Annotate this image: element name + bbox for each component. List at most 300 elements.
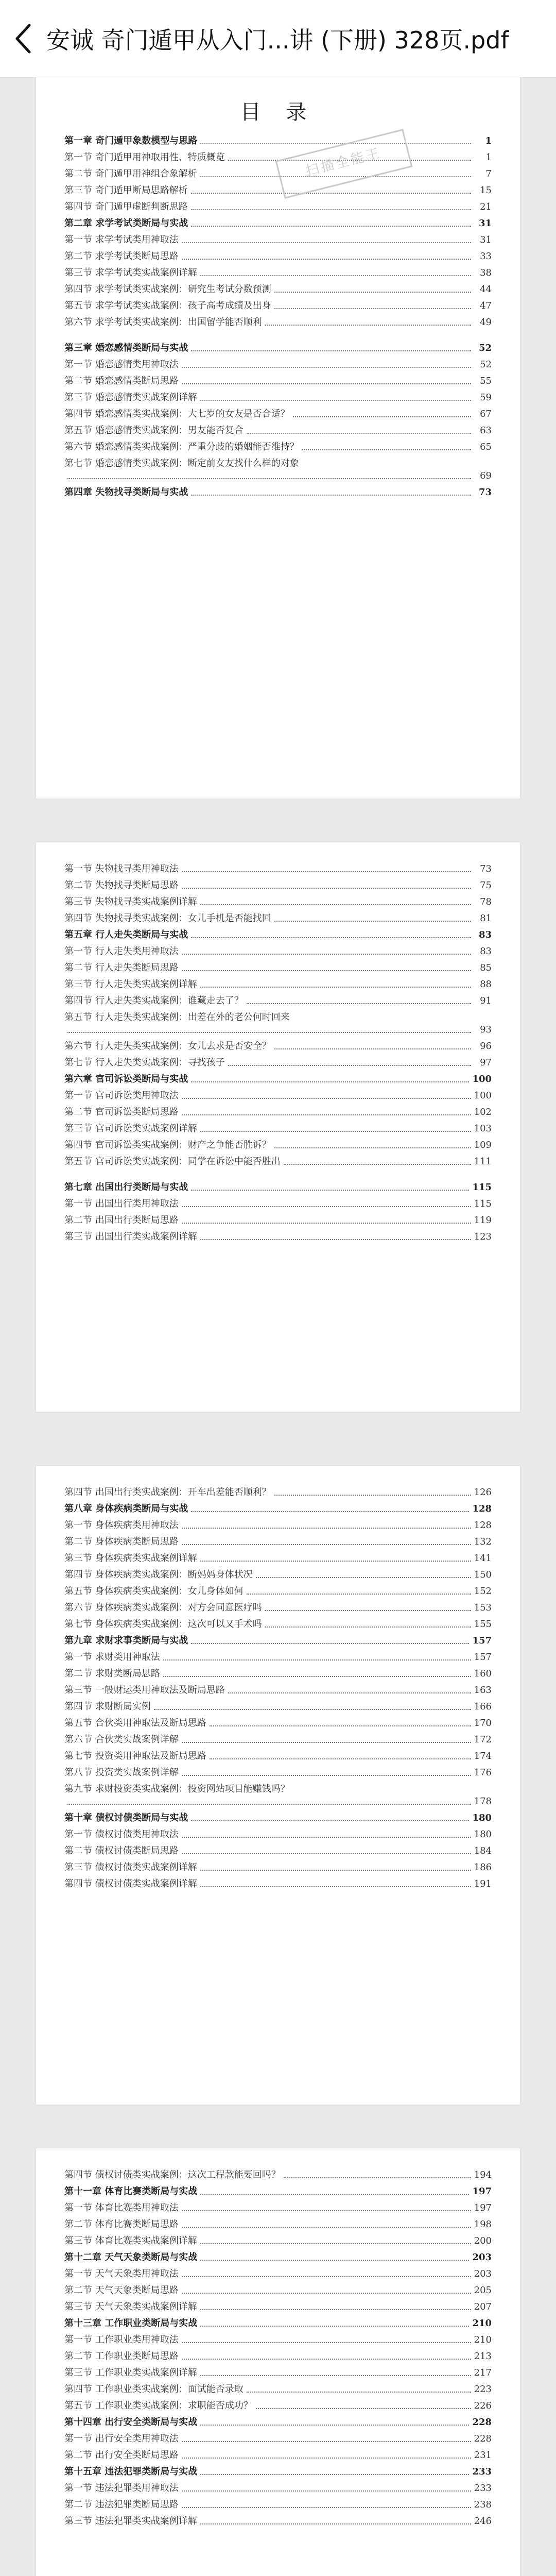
toc-entry-title: 第一节 天气天象类用神取法 (64, 2268, 179, 2279)
toc-entry-page-number: 75 (480, 880, 492, 891)
toc-entry-title: 第三节 体育比赛类实战案例详解 (64, 2235, 197, 2246)
dot-leader (200, 2309, 471, 2310)
dot-leader (200, 2243, 471, 2244)
dot-leader (182, 2227, 471, 2228)
toc-entry-title: 第五节 合伙类用神取法及断局思路 (64, 1718, 206, 1728)
toc-entry-page-number: 174 (474, 1751, 492, 1761)
dot-leader (200, 143, 471, 144)
toc-section-entry[interactable] (64, 1668, 492, 1680)
dot-leader (200, 987, 471, 988)
toc-entry-page-number: 198 (474, 2219, 492, 2230)
dot-leader (182, 2458, 471, 2459)
toc-section-entry[interactable] (64, 375, 492, 387)
toc-entry-title: 第四节 婚恋感情类实战案例：大七岁的女友是否合适？ (64, 409, 290, 419)
toc-chapter-entry[interactable] (64, 929, 492, 941)
toc-entry-title: 第二节 违法犯罪类断局思路 (64, 2499, 179, 2510)
toc-entry-page-number: 55 (480, 376, 492, 386)
toc-entry-title: 第四节 债权讨债类实战案例：这次工程款能要回吗？ (64, 2170, 281, 2180)
toc-section-entry[interactable] (64, 1828, 492, 1841)
dot-leader (191, 1190, 469, 1191)
toc-chapter-entry[interactable] (64, 2466, 492, 2478)
toc-section-entry[interactable] (64, 1123, 492, 1135)
toc-entry-page-number: 203 (472, 2252, 492, 2263)
toc-chapter-entry[interactable] (64, 2317, 492, 2330)
toc-section-entry[interactable] (64, 1845, 492, 1857)
toc-section-entry[interactable] (64, 1106, 492, 1118)
dot-leader (182, 1223, 471, 1224)
dot-leader (228, 1692, 471, 1693)
toc-section-entry[interactable] (64, 1651, 492, 1664)
dot-leader (191, 495, 471, 496)
dot-leader (182, 259, 471, 260)
toc-entry-title: 第一节 奇门遁甲用神取用性、特质概览 (64, 152, 225, 163)
dot-leader (200, 1239, 471, 1240)
toc-section-entry[interactable] (64, 184, 492, 197)
toc-section-entry[interactable] (64, 441, 492, 453)
toc-entry-page-number: 115 (474, 1198, 492, 1209)
toc-section-entry[interactable] (64, 1618, 492, 1631)
toc-heading: 目 录 (240, 100, 316, 124)
dot-leader (200, 2425, 469, 2426)
toc-entry-title: 第一节 求财类用神取法 (64, 1652, 160, 1663)
toc-entries (36, 842, 520, 1243)
toc-section-entry[interactable] (64, 2218, 492, 2231)
dot-leader (210, 1758, 471, 1759)
dot-leader (182, 367, 471, 368)
toc-entry-title: 第二节 出行安全类断局思路 (64, 2450, 179, 2461)
toc-entry-title: 第二节 求学考试类断局思路 (64, 251, 179, 262)
toc-entry-title: 第八章 身体疾病类断局与实战 (64, 1503, 188, 1514)
toc-entry-page-number: 1 (485, 135, 492, 146)
dot-leader (182, 1098, 471, 1099)
toc-entry-page-number: 69 (480, 470, 492, 481)
toc-entry-title: 第五节 工作职业类实战案例：求职能否成功？ (64, 2400, 253, 2411)
toc-chapter-entry[interactable] (64, 1812, 492, 1824)
dot-leader (256, 2408, 471, 2409)
toc-section-entry[interactable] (64, 2449, 492, 2462)
toc-entry-page-number: 155 (474, 1619, 492, 1630)
dot-leader (200, 1886, 471, 1887)
dot-leader (182, 970, 471, 971)
toc-section-entry[interactable] (64, 863, 492, 875)
toc-entry-page-number: 1 (485, 152, 492, 163)
toc-chapter-entry[interactable] (64, 1181, 492, 1194)
toc-entry-title: 第二章 求学考试类断局与实战 (64, 218, 188, 229)
toc-entry-title: 第四节 身体疾病类实战案例：断妈妈身体状况 (64, 1569, 253, 1580)
toc-section-entry[interactable] (64, 1519, 492, 1532)
dot-leader (182, 1742, 471, 1743)
toc-entry-page-number: 166 (474, 1701, 492, 1712)
pdf-page-4 (36, 2148, 520, 2576)
toc-entry-page-number: 97 (480, 1057, 492, 1068)
toc-section-entry[interactable] (64, 316, 492, 329)
toc-entry-title: 第七章 出国出行类断局与实战 (64, 1182, 188, 1193)
toc-chapter-entry[interactable] (64, 2251, 492, 2264)
toc-entry-page-number: 153 (474, 1602, 492, 1613)
toc-section-entry[interactable] (64, 2202, 492, 2214)
toc-entry-page-number: 141 (474, 1553, 492, 1564)
dot-leader (182, 1775, 471, 1776)
toc-entry-title: 第一节 出国出行类用神取法 (64, 1198, 179, 1209)
toc-entry-page-number: 176 (474, 1767, 492, 1778)
toc-chapter-entry[interactable] (64, 342, 492, 354)
toc-entry-page-number: 119 (474, 1215, 492, 1226)
toc-entry-title: 第九章 求财求事类断局与实战 (64, 1635, 188, 1646)
toc-section-entry[interactable] (64, 1569, 492, 1581)
toc-entry-title: 第六节 行人走失类实战案例：女儿去求是否安全？ (64, 1041, 271, 1052)
toc-entry-title: 第三节 身体疾病类实战案例详解 (64, 1553, 197, 1564)
toc-section-entry[interactable] (64, 1767, 492, 1779)
toc-section-entry[interactable] (64, 457, 492, 482)
toc-section-entry[interactable] (64, 2169, 492, 2181)
toc-section-entry[interactable] (64, 2284, 492, 2297)
toc-chapter-entry[interactable] (64, 1503, 492, 1515)
toc-entry-page-number: 33 (480, 251, 492, 262)
dot-leader (302, 449, 471, 450)
toc-entry-title: 第三节 失物找寻类实战案例详解 (64, 896, 197, 907)
toc-section-entry[interactable] (64, 359, 492, 371)
toc-section-entry[interactable] (64, 2235, 492, 2247)
dot-leader (200, 2474, 469, 2475)
dot-leader (210, 1725, 471, 1726)
toc-entry-title: 第二节 工作职业类断局思路 (64, 2351, 179, 2362)
toc-section-entry[interactable] (64, 1585, 492, 1598)
dot-leader (274, 1147, 471, 1148)
toc-chapter-entry[interactable] (64, 2185, 492, 2198)
toc-section-entry[interactable] (64, 896, 492, 908)
toc-section-entry[interactable] (64, 425, 492, 437)
toc-entry-page-number: 111 (474, 1156, 492, 1167)
dot-leader (67, 1804, 471, 1805)
toc-entry-page-number: 186 (474, 1862, 492, 1873)
toc-entry-page-number: 78 (480, 896, 492, 907)
toc-entry-page-number: 217 (474, 2367, 492, 2378)
toc-entry-title: 第四节 奇门遁甲虚断判断思路 (64, 201, 188, 212)
toc-chapter-entry[interactable] (64, 1073, 492, 1086)
toc-chapter-entry[interactable] (64, 1635, 492, 1647)
dot-leader (182, 2507, 471, 2508)
dot-leader (274, 292, 471, 293)
dot-leader (182, 383, 471, 384)
toc-entry-title: 第三节 官司诉讼类实战案例详解 (64, 1123, 197, 1134)
dot-leader (200, 1870, 471, 1871)
toc-entry-page-number: 194 (474, 2170, 492, 2180)
toc-entry-page-number: 205 (474, 2285, 492, 2296)
toc-entry-title: 第三节 债权讨债类实战案例详解 (64, 1862, 197, 1873)
dot-leader (200, 2260, 469, 2261)
toc-entry-page-number: 223 (474, 2384, 492, 2395)
toc-entry-title: 第一节 行人走失类用神取法 (64, 946, 179, 957)
toc-entry-title: 第五节 求学考试类实战案例：孩子高考成绩及出身 (64, 300, 271, 311)
toc-section-entry[interactable] (64, 1717, 492, 1730)
back-arrow-icon[interactable] (0, 0, 46, 77)
toc-section-entry[interactable] (64, 267, 492, 279)
dot-leader (67, 1032, 471, 1033)
toc-entry-title: 第二节 失物找寻类断局思路 (64, 880, 179, 891)
dot-leader (191, 193, 471, 194)
toc-entry-page-number: 73 (480, 863, 492, 874)
toc-section-entry[interactable] (64, 912, 492, 925)
dot-leader (182, 1544, 471, 1545)
toc-entry-title: 第二节 天气天象类断局思路 (64, 2285, 179, 2296)
toc-entry-page-number: 85 (480, 962, 492, 973)
toc-entry-page-number: 213 (474, 2351, 492, 2362)
toc-entry-page-number: 210 (472, 2318, 492, 2329)
toc-entry-page-number: 44 (480, 284, 492, 295)
dot-leader (200, 2194, 469, 2195)
toc-chapter-entry[interactable] (64, 217, 492, 230)
toc-section-entry[interactable] (64, 2433, 492, 2445)
toc-entry-title: 第四节 债权讨债类实战案例详解 (64, 1878, 197, 1889)
toc-entry-page-number: 126 (474, 1487, 492, 1498)
dot-leader (274, 1495, 471, 1496)
toc-entry-title: 第三节 一般财运类用神取法及断局思路 (64, 1685, 225, 1696)
toc-entry-title: 第一节 官司诉讼类用神取法 (64, 1090, 179, 1101)
toc-section-entry[interactable] (64, 408, 492, 420)
toc-entry-page-number: 49 (480, 317, 492, 328)
toc-entry-page-number: 100 (472, 1074, 492, 1084)
dot-leader (247, 2392, 471, 2393)
dot-leader (182, 2490, 471, 2492)
toc-chapter-entry[interactable] (64, 486, 492, 499)
toc-entry-title: 第四节 失物找寻类实战案例：女儿手机是否能找回 (64, 913, 271, 924)
toc-section-entry[interactable] (64, 1090, 492, 1102)
toc-section-entry[interactable] (64, 2334, 492, 2346)
toc-section-entry[interactable] (64, 2350, 492, 2363)
toc-entries (36, 135, 520, 499)
toc-section-entry[interactable] (64, 1198, 492, 1210)
toc-entry-title: 第三节 行人走失类实战案例详解 (64, 979, 197, 990)
toc-entry-page-number: 172 (474, 1734, 492, 1745)
toc-entry-page-number: 226 (474, 2400, 492, 2411)
dot-leader (274, 921, 471, 922)
dot-leader (200, 275, 471, 276)
toc-entry-title: 第七节 婚恋感情类实战案例：断定前女友找什么样的对象 (64, 458, 299, 469)
toc-section-entry[interactable] (64, 2515, 492, 2528)
dot-leader (256, 1577, 471, 1578)
toc-entry-title: 第十四章 出行安全类断局与实战 (64, 2417, 198, 2428)
dot-leader (200, 1561, 471, 1562)
toc-section-entry[interactable] (64, 300, 492, 312)
dot-leader (182, 2210, 471, 2211)
toc-section-entry[interactable] (64, 392, 492, 404)
toc-section-entry[interactable] (64, 1057, 492, 1069)
toc-entry-page-number: 31 (480, 234, 492, 245)
toc-entry-title: 第五节 婚恋感情类实战案例：男友能否复合 (64, 425, 244, 436)
toc-entry-title: 第五节 行人走失类实战案例：出差在外的老公何时回来 (64, 1012, 290, 1023)
toc-entry-page-number: 59 (480, 392, 492, 403)
toc-entry-page-number: 210 (474, 2334, 492, 2345)
toc-entry-page-number: 180 (474, 1829, 492, 1840)
watermark-stamp: 扫描全能王 (275, 129, 413, 199)
toc-entry-page-number: 231 (474, 2450, 492, 2461)
toc-entry-title: 第一节 求学考试类用神取法 (64, 234, 179, 245)
toc-entry-title: 第八节 投资类实战案例详解 (64, 1767, 179, 1778)
toc-entry-page-number: 203 (474, 2268, 492, 2279)
toc-section-entry[interactable] (64, 962, 492, 974)
toc-entry-page-number: 160 (474, 1668, 492, 1679)
toc-section-entry[interactable] (64, 2383, 492, 2396)
toc-entry-page-number: 38 (480, 267, 492, 278)
dot-leader (182, 871, 471, 872)
toc-entry-title: 第十章 债权讨债类断局与实战 (64, 1812, 188, 1823)
toc-section-entry[interactable] (64, 2400, 492, 2412)
viewer-header (0, 0, 556, 78)
toc-entry-page-number: 67 (480, 409, 492, 419)
toc-section-entry[interactable] (64, 2499, 492, 2511)
toc-section-entry[interactable] (64, 2367, 492, 2379)
toc-entry-page-number: 152 (474, 1586, 492, 1597)
dot-leader (191, 937, 471, 938)
toc-section-entry[interactable] (64, 1231, 492, 1243)
toc-entry-page-number: 191 (474, 1878, 492, 1889)
toc-entry-page-number: 52 (480, 359, 492, 370)
toc-entry-page-number: 31 (478, 218, 492, 229)
dot-leader (274, 308, 471, 309)
toc-entry-page-number: 132 (474, 1536, 492, 1547)
toc-section-entry[interactable] (64, 1734, 492, 1746)
dot-leader (154, 1709, 471, 1710)
dot-leader (228, 1065, 471, 1066)
toc-section-entry[interactable] (64, 2268, 492, 2280)
dot-leader (200, 2523, 471, 2524)
toc-section-entry[interactable] (64, 1684, 492, 1697)
toc-entry-page-number: 207 (474, 2301, 492, 2312)
toc-entry-page-number: 233 (474, 2483, 492, 2494)
toc-entry-page-number: 228 (472, 2417, 492, 2428)
toc-section-entry[interactable] (64, 234, 492, 246)
toc-entry-page-number: 65 (480, 442, 492, 452)
dot-leader (182, 242, 471, 243)
toc-section-entry[interactable] (64, 945, 492, 958)
toc-entry-title: 第一节 违法犯罪类用神取法 (64, 2483, 179, 2494)
toc-chapter-entry[interactable] (64, 2416, 492, 2429)
toc-section-entry[interactable] (64, 1139, 492, 1151)
dot-leader (284, 1164, 471, 1165)
toc-entry-page-number: 170 (474, 1718, 492, 1728)
toc-entry-title: 第五节 身体疾病类实战案例：女儿身体如何 (64, 1586, 244, 1597)
toc-section-entry[interactable] (64, 250, 492, 263)
toc-section-entry[interactable] (64, 1011, 492, 1036)
toc-section-entry[interactable] (64, 1783, 492, 1808)
dot-leader (200, 400, 471, 401)
toc-entry-title: 第四节 官司诉讼类实战案例：财产之争能否胜诉？ (64, 1140, 271, 1150)
toc-section-entry[interactable] (64, 1750, 492, 1762)
toc-entry-page-number: 163 (474, 1685, 492, 1696)
toc-entry-title: 第三节 婚恋感情类实战案例详解 (64, 392, 197, 403)
toc-entry-page-number: 233 (472, 2466, 492, 2477)
dot-leader (191, 226, 471, 227)
toc-entry-title: 第四节 行人走失类实战案例：谁藏走去了？ (64, 995, 244, 1006)
dot-leader (265, 1626, 471, 1628)
dot-leader (182, 2276, 471, 2277)
dot-leader (247, 1003, 471, 1004)
toc-section-entry[interactable] (64, 1536, 492, 1548)
toc-entries (36, 2148, 520, 2528)
toc-entry-title: 第四节 出国出行类实战案例：开车出差能否顺利？ (64, 1487, 271, 1498)
toc-entry-title: 第七节 行人走失类实战案例：寻找孩子 (64, 1057, 225, 1068)
toc-entry-title: 第二节 债权讨债类断局思路 (64, 1845, 179, 1856)
toc-entry-title: 第六节 身体疾病类实战案例：对方会同意医疗吗 (64, 1602, 262, 1613)
toc-section-entry[interactable] (64, 1040, 492, 1053)
toc-entry-title: 第六节 求学考试类实战案例：出国留学能否顺利 (64, 317, 262, 328)
dot-leader (182, 1114, 471, 1115)
toc-entry-page-number: 7 (485, 168, 492, 179)
toc-section-entry[interactable] (64, 1878, 492, 1890)
toc-section-entry[interactable] (64, 1552, 492, 1565)
dot-leader (265, 1610, 471, 1611)
toc-entry-page-number: 157 (472, 1635, 492, 1646)
toc-entry-title: 第三节 工作职业类实战案例详解 (64, 2367, 197, 2378)
dot-leader (182, 2293, 471, 2294)
toc-entry-title: 第二节 官司诉讼类断局思路 (64, 1107, 179, 1117)
dot-leader (284, 2177, 471, 2178)
toc-entry-title: 第五节 官司诉讼类实战案例：同学在诉讼中能否胜出 (64, 1156, 281, 1167)
dot-leader (163, 1676, 471, 1677)
pdf-page-1 (36, 77, 520, 799)
dot-leader (163, 1659, 471, 1660)
toc-section-entry[interactable] (64, 978, 492, 991)
toc-entry-title: 第三节 出国出行类实战案例详解 (64, 1231, 197, 1242)
toc-section-entry[interactable] (64, 879, 492, 892)
toc-entry-page-number: 150 (474, 1569, 492, 1580)
toc-entry-title: 第一节 债权讨债类用神取法 (64, 1829, 179, 1840)
toc-section-entry[interactable] (64, 283, 492, 296)
toc-chapter-entry[interactable] (64, 135, 492, 147)
toc-entry-title: 第二节 体育比赛类断局思路 (64, 2219, 179, 2230)
dot-leader (182, 2342, 471, 2343)
toc-entry-title: 第一节 出行安全类用神取法 (64, 2433, 179, 2444)
toc-entry-title: 第四节 求财断局实例 (64, 1701, 151, 1712)
toc-entry-page-number: 47 (480, 300, 492, 311)
toc-entry-page-number: 157 (474, 1652, 492, 1663)
toc-section-entry[interactable] (64, 1602, 492, 1614)
toc-entry-title: 第六节 婚恋感情类实战案例：严重分歧的婚姻能否维持？ (64, 442, 299, 452)
toc-section-entry[interactable] (64, 995, 492, 1007)
toc-entry-title: 第十一章 体育比赛类断局与实战 (64, 2186, 198, 2197)
toc-section-entry[interactable] (64, 2301, 492, 2313)
toc-entry-title: 第一章 奇门遁甲象数模型与思路 (64, 135, 198, 146)
toc-section-entry[interactable] (64, 1214, 492, 1227)
toc-entry-page-number: 109 (474, 1140, 492, 1150)
dot-leader (182, 2441, 471, 2442)
toc-entry-page-number: 15 (480, 185, 492, 196)
toc-entry-page-number: 93 (480, 1024, 492, 1035)
toc-entry-page-number: 81 (480, 913, 492, 924)
file-title: 安诚 奇门遁甲从入门...讲 (下册) 328页.pdf (46, 26, 509, 54)
toc-section-entry[interactable] (64, 1486, 492, 1499)
toc-section-entry[interactable] (64, 1701, 492, 1713)
toc-section-entry[interactable] (64, 1156, 492, 1168)
toc-section-entry[interactable] (64, 201, 492, 213)
toc-entry-page-number: 102 (474, 1107, 492, 1117)
toc-entry-title: 第二节 奇门遁甲用神组合象解析 (64, 168, 197, 179)
toc-entry-title: 第四节 工作职业类实战案例：面试能否录取 (64, 2384, 244, 2395)
toc-entry-title: 第四节 求学考试类实战案例：研究生考试分数预测 (64, 284, 271, 295)
toc-section-entry[interactable] (64, 2482, 492, 2495)
pdf-page-2 (36, 842, 520, 1412)
toc-section-entry[interactable] (64, 1861, 492, 1874)
toc-entry-continuation (64, 1795, 492, 1808)
toc-entry-title: 第一节 工作职业类用神取法 (64, 2334, 179, 2345)
dot-leader (191, 1643, 469, 1644)
toc-entry-page-number: 52 (478, 343, 492, 353)
toc-entry-title: 第九节 求财投资类实战案例：投资网站项目能赚钱吗？ (64, 1784, 290, 1794)
toc-entry-page-number: 123 (474, 1231, 492, 1242)
toc-entry-title: 第三节 违法犯罪类实战案例详解 (64, 2516, 197, 2527)
dot-leader (191, 1511, 469, 1512)
dot-leader (67, 478, 471, 479)
